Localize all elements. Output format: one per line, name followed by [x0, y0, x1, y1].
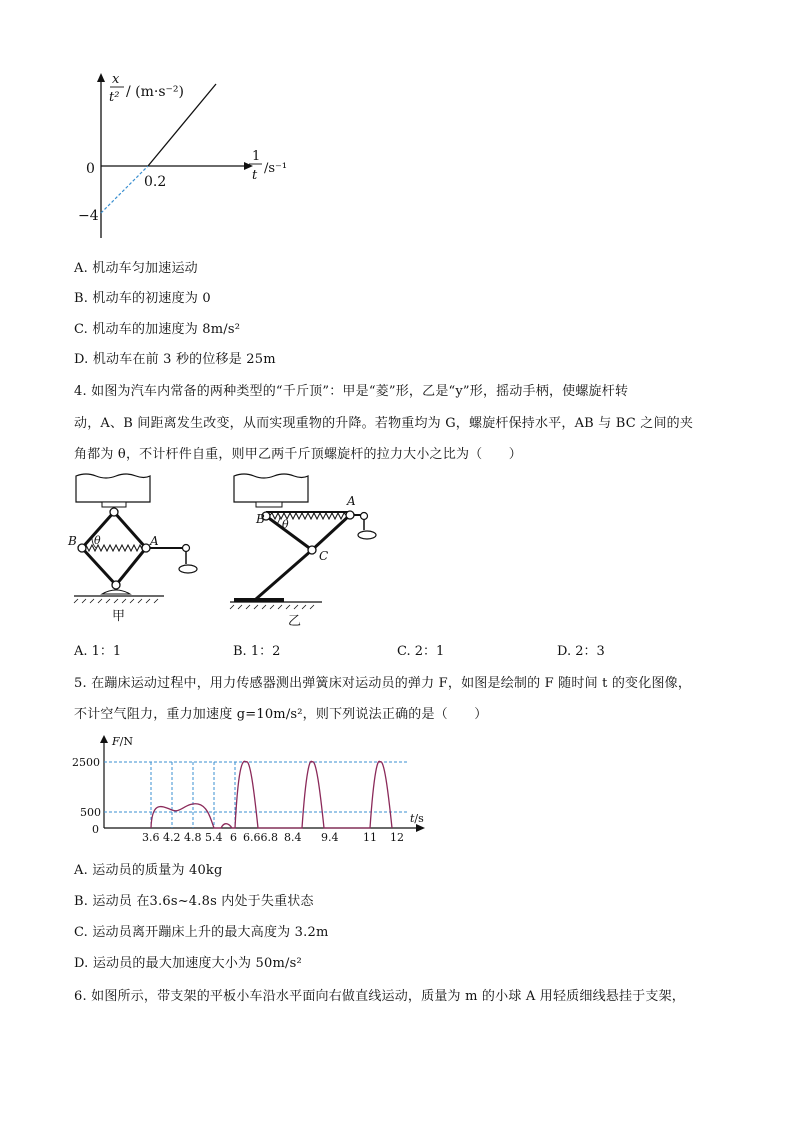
xtick-5-4: 5.4: [205, 831, 223, 844]
xtick-12: 12: [390, 831, 404, 844]
xtick-6-6-6-8: 6.66.8: [243, 831, 278, 844]
q3-option-a: A. 机动车匀加速运动: [74, 261, 198, 276]
label-jia: 甲: [112, 609, 126, 624]
graph-x-over-t2: [60, 70, 300, 240]
force-curve: [151, 761, 392, 828]
xtick-8-4: 8.4: [284, 831, 302, 844]
xlabel-unit: /s⁻¹: [264, 161, 288, 176]
ylabel-unit: / (m·s⁻²): [126, 84, 185, 100]
label-theta-yi: θ: [282, 518, 289, 531]
q3-option-c: C. 机动车的加速度为 8m/s²: [74, 322, 241, 337]
ytick-500: 500: [80, 806, 101, 819]
xtick-3-6: 3.6: [142, 831, 160, 844]
q4-stem-line3: 角都为 θ，不计杆件自重，则甲乙两千斤顶螺旋杆的拉力大小之比为（ ）: [74, 447, 522, 462]
ylabel-den: t²: [109, 90, 120, 105]
q4-option-a: A. 1：1: [74, 644, 122, 659]
q4-option-c: C. 2：1: [397, 644, 445, 659]
q5-option-a: A. 运动员的质量为 40kg: [74, 863, 223, 878]
q5-option-d: D. 运动员的最大加速度大小为 50m/s²: [74, 956, 302, 971]
label-b-yi: B: [256, 512, 265, 526]
q3-option-b: B. 机动车的初速度为 0: [74, 291, 211, 306]
q4-option-b: B. 1：2: [233, 644, 281, 659]
jack-figure: [66, 468, 406, 630]
xlabel-num: 1: [252, 149, 261, 164]
label-yi: 乙: [288, 614, 302, 629]
q5-option-c: C. 运动员离开蹦床上升的最大高度为 3.2m: [74, 925, 329, 940]
graph-force-time: [70, 730, 430, 848]
xtick-11: 11: [363, 831, 377, 844]
q4-stem-line1: 4. 如图为汽车内常备的两种类型的“千斤顶”：甲是“菱”形，乙是“y”形，摇动手柄，使螺旋杆转: [74, 384, 629, 399]
xlabel-den: t: [252, 168, 258, 183]
diamond-jack: [67, 474, 197, 624]
q5-stem-line2: 不计空气阻力，重力加速度 g=10m/s²，则下列说法正确的是（ ）: [74, 707, 488, 722]
label-theta-jia: θ: [94, 534, 101, 547]
label-b-jia: B: [68, 534, 77, 548]
yintercept-label: −4: [78, 208, 99, 224]
y-axis-arrow: [97, 73, 105, 82]
xtick-4-8: 4.8: [184, 831, 202, 844]
q6-stem-line1: 6. 如图所示，带支架的平板小车沿水平面向右做直线运动，质量为 m 的小球 A 用轻质细线悬挂于支架，: [74, 989, 685, 1004]
t-axis-label: t/s: [410, 812, 424, 825]
label-c-yi: C: [319, 549, 329, 563]
q5-option-b: B. 运动员 在3.6s~4.8s 内处于失重状态: [74, 894, 314, 909]
ytick-0: 0: [92, 823, 99, 836]
y-jack: [230, 474, 376, 629]
q4-option-d: D. 2：3: [557, 644, 605, 659]
label-a-yi: A: [347, 494, 356, 508]
xtick-label: 0.2: [144, 174, 167, 190]
xtick-9-4: 9.4: [321, 831, 339, 844]
q4-stem-line2: 动，A、B 间距离发生改变，从而实现重物的升降。若物重均为 G，螺旋杆保持水平，AB 与 BC 之间的夹: [74, 416, 694, 431]
q3-option-d: D. 机动车在前 3 秒的位移是 25m: [74, 352, 276, 367]
q5-stem-line1: 5. 在蹦床运动过程中，用力传感器测出弹簧床对运动员的弹力 F，如图是绘制的 F 随时间 t 的变化图像，: [74, 676, 692, 691]
ytick-2500: 2500: [72, 756, 100, 769]
label-a-jia: A: [150, 534, 159, 548]
ylabel-num: x: [112, 72, 120, 87]
xtick-4-2: 4.2: [163, 831, 181, 844]
xtick-6: 6: [230, 831, 237, 844]
graph-dashed-line: [101, 166, 148, 213]
f-axis-label: F/N: [112, 735, 133, 748]
origin-label: 0: [86, 161, 95, 177]
